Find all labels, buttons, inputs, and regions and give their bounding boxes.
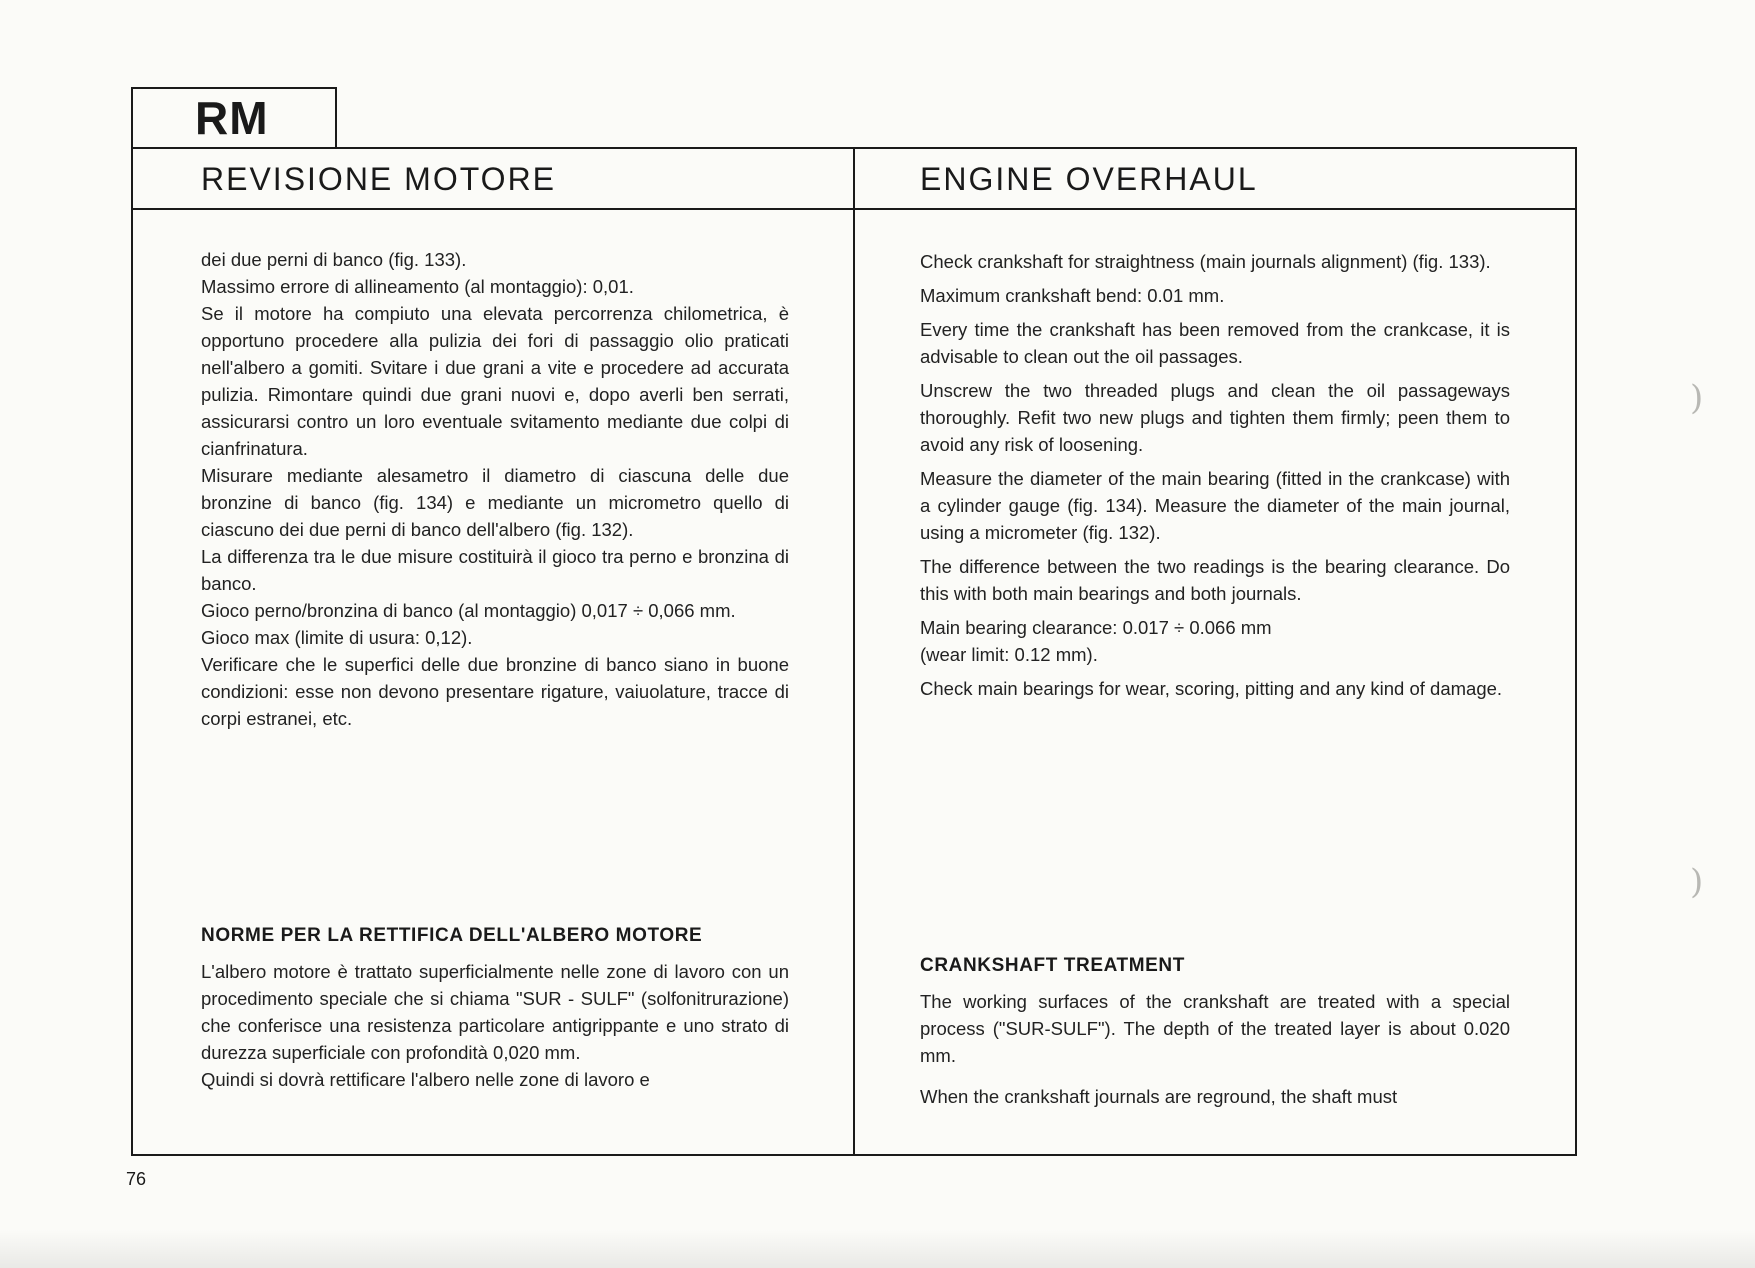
italian-column xyxy=(201,246,789,732)
italian-paragraph: Quindi si dovrà rettificare l'albero nelle zone di lavoro e xyxy=(201,1069,650,1090)
english-paragraph: Check crankshaft for straightness (main journals alignment) (fig. 133). xyxy=(920,251,1491,272)
page-edge-shadow xyxy=(0,1230,1755,1268)
italian-paragraph: L'albero motore è trattato superficialmente nelle zone di lavoro con un procedimento speciale che si chiama "SUR - SULF" (solfonitrurazione) che conferisce una resistenza particolare antigrippante e uno strato di durezza superficiale con profondità 0,020 mm. xyxy=(201,961,789,1063)
section-title-italian: REVISIONE MOTORE xyxy=(201,161,557,197)
binder-hole-mark: ) xyxy=(1690,378,1704,418)
italian-paragraph: dei due perni di banco (fig. 133). xyxy=(201,249,467,270)
english-column-section2 xyxy=(920,988,1510,1124)
italian-column-section2 xyxy=(201,958,789,1093)
english-subheading: CRANKSHAFT TREATMENT xyxy=(920,955,1185,976)
italian-paragraph: Se il motore ha compiuto una elevata percorrenza chilometrica, è opportuno procedere alla pulizia dei fori di passaggio olio praticati nell'albero a gomiti. Svitare i due grani a vite e procedere ad accurata pulizia. Rimontare quindi due grani nuovi e, dopo averli ben serrati, assicurarsi contro un loro eventuale svitamento mediante due colpi di cianfrinatura. xyxy=(201,303,789,459)
english-paragraph: Every time the crankshaft has been removed from the crankcase, it is advisable to clean out the oil passages. xyxy=(920,319,1510,367)
manual-code-label: RM xyxy=(195,92,269,144)
italian-paragraph: Massimo errore di allineamento (al montaggio): 0,01. xyxy=(201,276,634,297)
italian-paragraph: Gioco max (limite di usura: 0,12). xyxy=(201,627,473,648)
page-number: 76 xyxy=(126,1169,147,1189)
english-paragraph: Unscrew the two threaded plugs and clean the oil passageways thoroughly. Refit two new plugs and tighten them firmly; peen them to avoid any risk of loosening. xyxy=(920,380,1510,455)
english-column xyxy=(920,248,1510,709)
column-divider xyxy=(853,147,855,1156)
section-title-english: ENGINE OVERHAUL xyxy=(920,161,1258,197)
english-paragraph: When the crankshaft journals are reground, the shaft must xyxy=(920,1086,1398,1107)
english-paragraph: (wear limit: 0.12 mm). xyxy=(920,644,1098,665)
english-paragraph: Main bearing clearance: 0.017 ÷ 0.066 mm xyxy=(920,617,1272,638)
english-paragraph: Maximum crankshaft bend: 0.01 mm. xyxy=(920,285,1225,306)
english-paragraph: Measure the diameter of the main bearing (fitted in the crankcase) with a cylinder gauge (fig. 134). Measure the diameter of the main journal, using a micrometer (fig. 132). xyxy=(920,468,1510,543)
binder-hole-mark: ) xyxy=(1690,862,1704,902)
italian-paragraph: La differenza tra le due misure costituirà il gioco tra perno e bronzina di banco. xyxy=(201,546,789,594)
english-paragraph: The difference between the two readings is the bearing clearance. Do this with both main bearings and both journals. xyxy=(920,556,1510,604)
italian-paragraph: Verificare che le superfici delle due bronzine di banco siano in buone condizioni: esse non devono presentare rigature, vaiuolature, tracce di corpi estranei, etc. xyxy=(201,654,789,729)
italian-subheading: NORME PER LA RETTIFICA DELL'ALBERO MOTORE xyxy=(201,925,703,946)
italian-paragraph: Gioco perno/bronzina di banco (al montaggio) 0,017 ÷ 0,066 mm. xyxy=(201,600,736,621)
english-paragraph: The working surfaces of the crankshaft are treated with a special process ("SUR-SULF"). The depth of the treated layer is about 0.020 mm. xyxy=(920,991,1510,1066)
italian-paragraph: Misurare mediante alesametro il diametro di ciascuna delle due bronzine di banco (fig. 134) e mediante un micrometro quello di ciascuno dei due perni di banco dell'albero (fig. 132). xyxy=(201,465,789,540)
english-paragraph: Check main bearings for wear, scoring, pitting and any kind of damage. xyxy=(920,678,1503,699)
